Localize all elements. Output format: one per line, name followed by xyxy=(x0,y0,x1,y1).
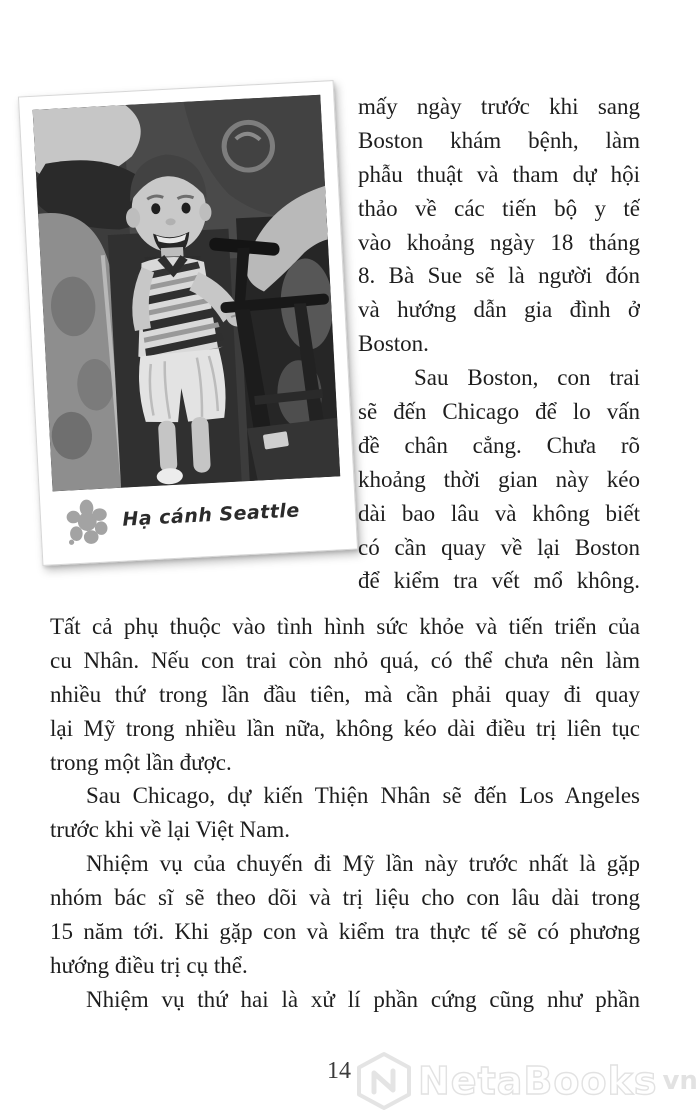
text-line: cu Nhân. Nếu con trai còn nhỏ quá, có thể chưa nên làm xyxy=(50,647,640,673)
text-line: Sau Boston, con trai xyxy=(414,365,640,391)
text-line: Nhiệm vụ thứ hai là xử lí phần cứng cũng như phần xyxy=(86,986,640,1012)
watermark-brand: NetaBooks xyxy=(418,1059,658,1103)
photo-scene xyxy=(33,95,341,492)
text-line: Sau Chicago, dự kiến Thiện Nhân sẽ đến Los Angeles xyxy=(86,783,640,809)
text-line: có cần quay về lại Boston xyxy=(358,534,640,560)
watermark-tld: vn xyxy=(662,1066,698,1096)
text-line: nhiều thứ trong lần đầu tiên, mà cần phải quay đi quay xyxy=(50,681,640,707)
text-line: sẽ đến Chicago để lo vấn xyxy=(358,399,640,425)
text-line: vào khoảng ngày 18 tháng xyxy=(358,229,640,255)
text-line: 15 năm tới. Khi gặp con và kiểm tra thực tế sẽ có phương xyxy=(50,919,640,945)
text-line: mấy ngày trước khi sang xyxy=(358,94,640,119)
text-line: trước khi về lại Việt Nam. xyxy=(50,817,290,843)
text-line: lại Mỹ trong nhiều lần nữa, không kéo dài điều trị liên tục xyxy=(50,715,640,741)
text-line: hướng điều trị cụ thể. xyxy=(50,952,248,978)
netabooks-logo-icon xyxy=(356,1051,412,1111)
text-line: phẫu thuật và tham dự hội xyxy=(358,161,640,187)
text-line: và hướng dẫn gia đình ở xyxy=(358,297,640,323)
text-column-full xyxy=(50,610,640,1017)
page-number: 14 xyxy=(327,1058,351,1084)
text-line: Boston. xyxy=(358,331,429,357)
text-line: Tất cả phụ thuộc vào tình hình sức khỏe và tiến triển của xyxy=(50,614,640,639)
text-column-narrow xyxy=(358,90,640,598)
text-line: để kiểm tra vết mổ không. xyxy=(358,568,640,594)
text-line: đề chân cẳng. Chưa rõ xyxy=(358,432,640,458)
watermark xyxy=(356,1050,698,1112)
photo-caption: Hạ cánh Seattle xyxy=(121,499,301,531)
text-line: 8. Bà Sue sẽ là người đón xyxy=(358,263,640,289)
polaroid-photo xyxy=(18,80,358,566)
text-line: thảo về các tiến bộ y tế xyxy=(358,195,640,221)
paint-splat-icon xyxy=(63,497,111,545)
text-line: khoảng thời gian này kéo xyxy=(358,466,640,492)
text-line: nhóm bác sĩ sẽ theo dõi và trị liệu cho con lâu dài trong xyxy=(50,885,640,911)
photo-caption-row xyxy=(53,479,344,552)
text-line: dài bao lâu và không biết xyxy=(358,500,640,526)
text-line: trong một lần được. xyxy=(50,749,232,775)
text-line: Boston khám bệnh, làm xyxy=(358,127,640,153)
text-line: Nhiệm vụ của chuyến đi Mỹ lần này trước nhất là gặp xyxy=(86,851,640,877)
photo-image xyxy=(33,95,341,492)
